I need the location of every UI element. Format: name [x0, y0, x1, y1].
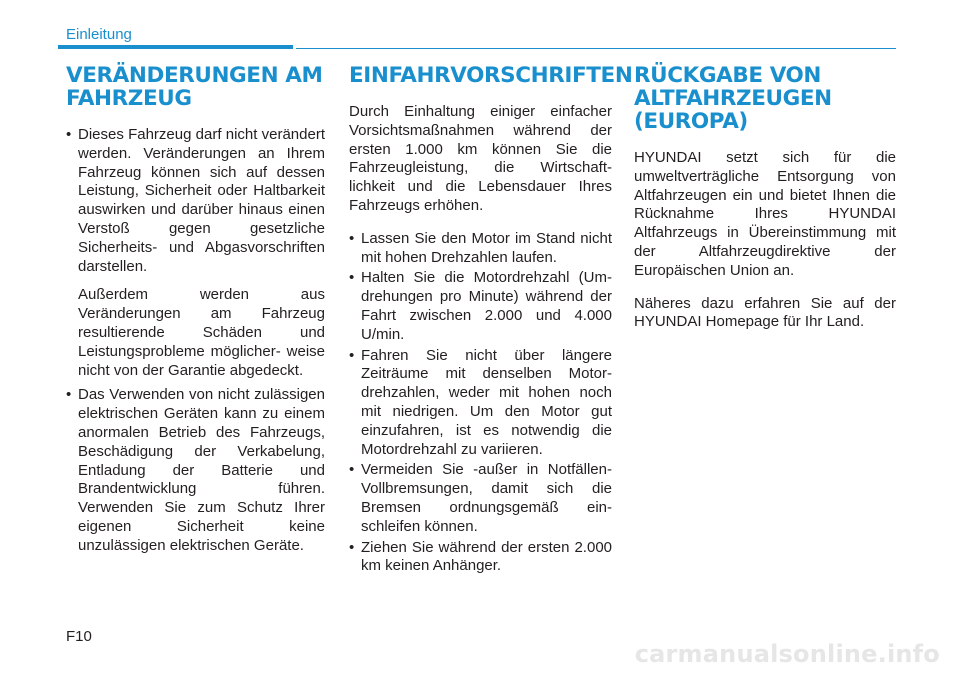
bullet-text: Vermeiden Sie -außer in Notfällen- Vollbremsungen, damit sich die Bremsen ordnungsgemäß ein- schleifen können.: [361, 461, 612, 535]
paragraph: Näheres dazu erfahren Sie auf der HYUNDAI Homepage für Ihr Land.: [634, 294, 896, 331]
watermark: carmanualsonline.info: [634, 640, 940, 668]
heading-modifications: VERÄNDERUNGEN AM FAHRZEUG: [66, 63, 323, 111]
bullet-text: Lassen Sie den Motor im Stand nicht mit hohen Drehzahlen laufen.: [361, 229, 612, 266]
paragraph: HYUNDAI setzt sich für die umweltverträgliche Entsorgung von Altfahrzeugen ein und bietet Ihnen die Rücknahme Ihres HYUNDAI Altfahrzeugs in Übereinstimmung mit der Altfahrzeugdirektive der Europäischen Union an.: [634, 149, 896, 279]
bullet-text: Halten Sie die Motordrehzahl (Um- drehungen pro Minute) während der Fahrt zwischen 2.000 und 4.000 U/min.: [361, 269, 612, 343]
header-rule: [296, 48, 896, 49]
list-item: [349, 461, 612, 536]
list-item: [349, 539, 612, 577]
bullet-list: [66, 126, 325, 556]
header-rule-accent: [58, 45, 293, 49]
list-item: [66, 386, 325, 555]
bullet-text: Dieses Fahrzeug darf nicht verändert werden. Veränderungen an Ihrem Fahrzeug können sich auf dessen Leistung, Sicherheit oder Haltbarkeit auswirken und darüber hinaus einen Verstoß gegen gesetzliche Sicherheits- und Abgasvorschriften darstellen.: [78, 126, 325, 275]
list-item: [349, 230, 612, 268]
heading-break-in: EINFAHRVORSCHRIFTEN: [349, 63, 633, 88]
bullet-list: [349, 230, 612, 576]
list-item: [66, 126, 325, 380]
bullet-text: Das Verwenden von nicht zulässigen elektrischen Geräten kann zu einem anormalen Betrieb des Fahrzeugs, Beschädigung der Verkabelung, Entladung der Batterie und Brandentwicklung führen. Verwenden Sie zum Schutz Ihrer eigenen Sicherheit keine unzulässigen elektrischen Geräte.: [78, 386, 325, 554]
section-label: Einleitung: [66, 26, 132, 43]
column-break-in: [349, 63, 633, 578]
list-item: [349, 347, 612, 460]
page-number: F10: [66, 628, 92, 645]
bullet-subparagraph: Außerdem werden aus Veränderungen am Fahrzeug resultierende Schäden und Leistungsprobleme möglicher- weise nicht von der Garantie abgedeckt.: [78, 286, 325, 379]
heading-vehicle-return: RÜCKGABE VON ALTFAHRZEUGEN (EUROPA): [634, 63, 832, 134]
list-item: [349, 269, 612, 344]
column-vehicle-return: [634, 64, 896, 346]
column-modifications: [66, 64, 325, 562]
bullet-text: Fahren Sie nicht über längere Zeiträume mit denselben Motor- drehzahlen, weder mit hohen noch mit niedrigen. Um den Motor gut einzufahren, ist es notwendig die Motordrehzahl zu variieren.: [361, 346, 612, 458]
intro-paragraph: Durch Einhaltung einiger einfacher Vorsichtsmaßnahmen während der ersten 1.000 km können Sie die Fahrzeugleistung, die Wirtschaft- lichkeit und die Lebensdauer Ihres Fahrzeugs erhöhen.: [349, 103, 612, 214]
bullet-text: Ziehen Sie während der ersten 2.000 km keinen Anhänger.: [361, 538, 612, 575]
